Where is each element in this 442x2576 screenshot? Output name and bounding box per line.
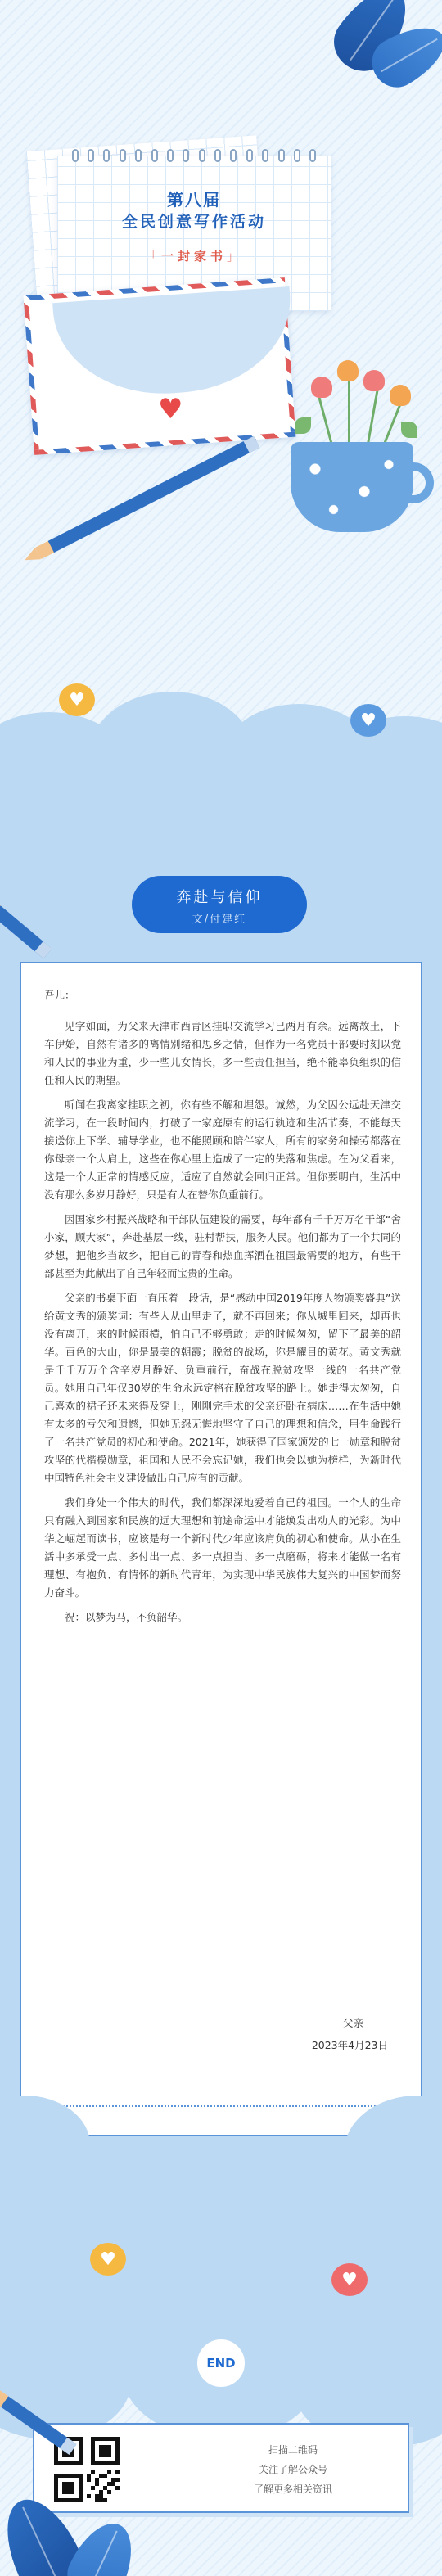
flower-icon [295,417,311,434]
flower-cup-icon [291,442,413,532]
footer-line-2: 关注了解公众号 [258,2464,327,2475]
letter-greeting: 吾儿： [44,989,75,1001]
footer-line-3: 了解更多相关资讯 [253,2484,332,2495]
dotted-divider [54,2105,388,2107]
letter-paragraph: 父亲的书桌下面一直压着一段话，是“感动中国2019年度人物颁奖盛典”送给黄文秀的颁奖词：有些人从山里走了，就不再回来；你从城里回来，却再也没有离开，来的时候雨横，怕自己不够勇敢；走的时候匆匆，留下了最美的韶华。百色的大山，你是最美的朝霞；脱贫的战场，你是耀目的黄花。黄文秀就是千千万万个含辛岁月静好、负重前行，奋战在脱贫攻坚一线的一名共产党员。她用自己年仅30岁的生命永远定格在脱贫攻坚的路上。她走得太匆匆，自己喜欢的裙子还未来得及穿上，刚刚完手术的父亲还卧在病床……在生活中她有太多的亏欠和遗憾，但她无怨无悔地坚守了自己的理想和信念，用生命践行了一名共产党员的初心和使命。2021年，她获得了国家颁发的七一勋章和脱贫攻坚的代楷模勋章，祖国和人民不会忘记她，我们也会以她为榜样，为新时代中国特色社会主义建设做出自己应有的贡献。 [44,1292,401,1484]
flower-icon [401,422,417,438]
cup-handle [401,462,434,503]
heart-bubble-icon: ♥ [350,704,386,737]
flower-icon [363,370,385,391]
letter-paragraph: 听闻在我离家挂职之初，你有些不解和埋怨。诚然，为父因公远赴天津交流学习，在一段时间内，打破了一家庭原有的运行轨迹和生活节奏，不能每天接送你上下学、辅导学业，也不能照顾和陪伴家人，所有的家务和操劳都落在你母亲一个人肩上，这些在你心里上造成了一定的失落和焦虑。在为父看来，这是一个人正常的情感反应，适应了自然就会回归正常。但你要明白，生活中没有那么多岁月静好，只是有人在替你负重前行。 [44,1099,401,1201]
flower-icon [390,385,411,406]
letter-paragraph: 因国家乡村振兴战略和干部队伍建设的需要，每年都有千千万万名干部“舍小家，顾大家”，奔赴基层一线，驻村帮扶，服务人民。他们都为了一个共同的梦想，把他乡当故乡，把自己的青春和热血挥洒在祖国最需要的地方，有些干部甚至为此献出了自己年轻而宝贵的生命。 [44,1213,401,1279]
heart-bubble-icon: ♥ [90,2243,126,2276]
letter-date: 2023年4月23日 [311,2039,388,2051]
series-name: 一封家书 [160,249,227,264]
end-marker: END [195,2337,247,2389]
flower-icon [337,360,359,381]
flower-icon [311,377,332,398]
title-badge [132,876,307,933]
event-title: 全民创意写作活动 [121,213,266,231]
heart-icon: ♥ [158,393,183,426]
letter-author: 文/付建红 [192,914,247,926]
heart-bubble-icon: ♥ [59,683,95,716]
letter-signature: 父亲 [342,2017,363,2029]
letter-paragraph: 我们身处一个伟大的时代，我们都深深地爱着自己的祖国。一个人的生命只有融入到国家和民族的远大理想和前途命运中才能焕发出动人的光彩。为中华之崛起而读书，应该是每一个新时代少年应该肩负的初心和使命。从小在生活中多承受一点、多付出一点、多一点担当、多一点磨砺，将来才能做一名有理想、有抱负、有情怀的新时代青年，为实现中华民族伟大复兴的中国梦而努力奋斗。 [44,1496,401,1599]
footer-line-1: 扫描二维码 [268,2444,318,2456]
footer-box [33,2423,409,2513]
letter-card [20,962,422,2136]
heart-bubble-icon: ♥ [332,2263,368,2296]
edition-title: 第八届 [167,190,221,210]
spiral-binding [57,149,331,162]
series-subtitle: 「一封家书」 [144,249,244,264]
pencil-icon [35,436,260,559]
letter-body [44,986,401,1633]
letter-title: 奔赴与信仰 [176,889,263,906]
letter-paragraph: 祝：以梦为马，不负韶华。 [65,1611,188,1623]
letter-paragraph: 见字如面，为父来天津市西青区挂职交流学习已两月有余。远离故土，下车伊始，自然有诸多的离情别绪和思乡之情，但作为一名党员干部要时刻以党和人民的事业为重，少一些儿女情长，多一些责任担当，绝不能辜负组织的信任和人民的期望。 [44,1020,401,1086]
